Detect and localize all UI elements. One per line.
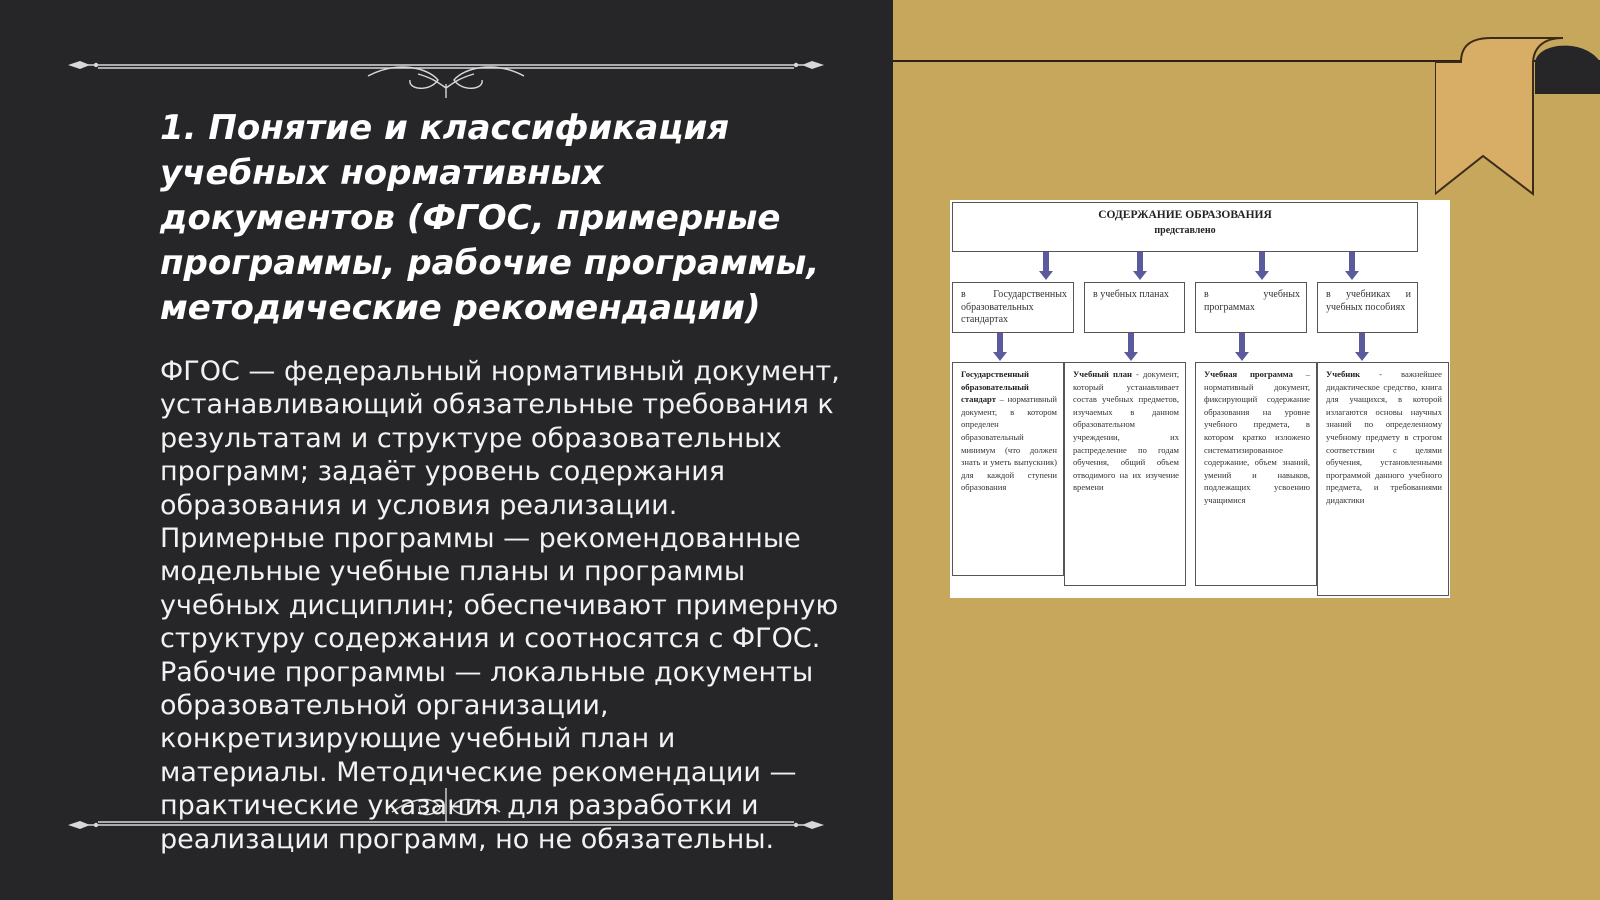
diagram-title: СОДЕРЖАНИЕ ОБРАЗОВАНИЯ — [1098, 209, 1272, 221]
diagram-subtitle: представлено — [1154, 225, 1216, 236]
definition-term: Учебный план — [1073, 369, 1132, 379]
definition-box-plan — [1064, 362, 1186, 586]
top-ornament-divider — [68, 48, 824, 98]
definition-box-textbook — [1317, 362, 1449, 596]
bookmark-ribbon-decoration — [1435, 34, 1600, 199]
diagram-header-box — [952, 202, 1418, 252]
definition-text: - документ, который устанавливает состав учебных предметов, изучаемых в данном образовательном учреждении, их распределение по годам обучения, общий объем отводимого на их изучение времени — [1073, 369, 1179, 493]
definition-box-program — [1195, 362, 1317, 586]
definition-box-standard — [952, 362, 1064, 576]
definition-term: Государственный образовательный стандарт — [961, 369, 1029, 405]
definition-term: Учебник — [1326, 369, 1361, 379]
slide-body-text: ФГОС — федеральный нормативный документ, устанавливающий обязательные требования к результатам и структуре образовательных программ; задаёт уровень содержания образования и условия реализации. Примерные программы — рекомендованные модельные учебные планы и программы учебных дисциплин; обеспечивают примерную структуру содержания и соотносятся с ФГОС. Рабочие программы — локальные документы образовательной организации, конкретизирующие учебный план и материалы. Методические рекомендации — практические указания для разработки и реализации программ, но не обязательны. — [160, 356, 840, 855]
category-box-plans: в учебных планах — [1084, 282, 1185, 333]
education-content-diagram — [950, 200, 1450, 598]
category-box-standards: в Государственных образовательных стандартах — [952, 282, 1074, 333]
category-box-programs: в учебных программах — [1195, 282, 1307, 333]
category-box-textbooks: в учебниках и учебных пособиях — [1317, 282, 1418, 333]
definition-term: Учебная программа — [1204, 369, 1293, 379]
definition-text: – нормативный документ, фиксирующий содержание образования на уровне учебного предмета, в котором кратко изложено систематизированное содержание, объем знаний, умений и навыков, подлежащих усвоению учащимися — [1204, 369, 1310, 505]
definition-text: - важнейшее дидактическое средство, книга для учащихся, в которой излагаются основы научных знаний по определенному учебному предмету в строгом соответствии с целями обучения, установленными программой данного учебного предмета, и требованиями дидактики — [1326, 369, 1442, 505]
definition-text: – нормативный документ, в котором определен образовательный минимум (что должен знать и уметь выпускник) для каждой ступени образования — [961, 394, 1057, 493]
slide-title: 1. Понятие и классификация учебных нормативных документов (ФГОС, примерные программы, рабочие программы, методические рекомендации) — [160, 108, 820, 328]
